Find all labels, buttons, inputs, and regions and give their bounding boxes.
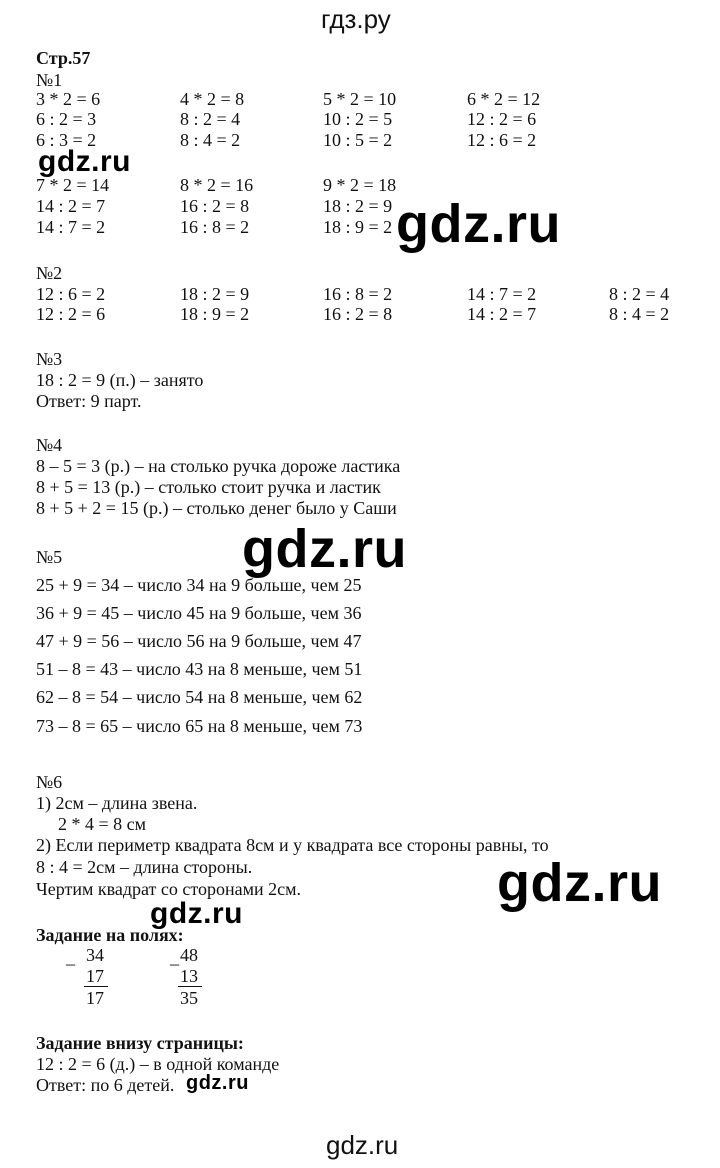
ex2-cell: 14 : 7 = 2	[467, 284, 537, 304]
ex1-cell: 5 * 2 = 10	[323, 89, 397, 109]
ex2-cell: 14 : 2 = 7	[467, 304, 537, 324]
ex5-line: 47 + 9 = 56 – число 56 на 9 больше, чем 47	[36, 631, 362, 651]
ex2-cell: 18 : 2 = 9	[180, 284, 250, 304]
ex6-line: 1) 2см – длина звена.	[36, 793, 198, 813]
ex1-cell: 18 : 2 = 9	[323, 196, 393, 216]
ex6-line: 8 : 4 = 2см – длина стороны.	[36, 857, 253, 877]
difference: 35	[180, 988, 198, 1008]
ex3-line: Ответ: 9 парт.	[36, 391, 142, 411]
ex1-cell: 8 : 4 = 2	[180, 130, 241, 150]
ex2-cell: 12 : 2 = 6	[36, 304, 106, 324]
minuend: 34	[86, 945, 104, 965]
ex3-label: №3	[36, 349, 63, 369]
ex1-cell: 7 * 2 = 14	[36, 175, 110, 195]
watermark: gdz.ru	[38, 145, 131, 178]
minuend: 48	[180, 945, 198, 965]
ex1-cell: 9 * 2 = 18	[323, 175, 397, 195]
ex1-cell: 14 : 2 = 7	[36, 196, 106, 216]
ex5-line: 51 – 8 = 43 – число 43 на 8 меньше, чем 51	[36, 659, 363, 679]
ex5-label: №5	[36, 547, 63, 567]
ex2-cell: 18 : 9 = 2	[180, 304, 250, 324]
subtrahend: 17	[86, 966, 104, 986]
difference: 17	[86, 988, 104, 1008]
ex5-line: 73 – 8 = 65 – число 65 на 8 меньше, чем 73	[36, 716, 363, 736]
ex2-label: №2	[36, 263, 63, 283]
ex1-cell: 8 * 2 = 16	[180, 175, 254, 195]
ex6-label: №6	[36, 772, 63, 792]
ex4-line: 8 – 5 = 3 (р.) – на столько ручка дороже ластика	[36, 456, 401, 476]
ex1-cell: 10 : 2 = 5	[323, 109, 393, 129]
ex1-cell: 4 * 2 = 8	[180, 89, 245, 109]
watermark: gdz.ru	[186, 1072, 249, 1094]
watermark: gdz.ru	[396, 194, 561, 254]
minus-sign: _	[170, 947, 179, 967]
ex4-line: 8 + 5 = 13 (р.) – столько стоит ручка и ластик	[36, 477, 381, 497]
watermark: gdz.ru	[497, 853, 662, 913]
ex1-label: №1	[36, 70, 63, 90]
watermark: gdz.ru	[150, 897, 243, 930]
bottom-task-line: 12 : 2 = 6 (д.) – в одной команде	[36, 1054, 280, 1074]
ex3-line: 18 : 2 = 9 (п.) – занято	[36, 370, 204, 390]
ex5-line: 36 + 9 = 45 – число 45 на 9 больше, чем 36	[36, 603, 362, 623]
page-number: Стр.57	[36, 48, 91, 68]
ex4-label: №4	[36, 435, 63, 455]
ex2-cell: 8 : 4 = 2	[609, 304, 670, 324]
ex1-cell: 12 : 2 = 6	[467, 109, 537, 129]
ex1-cell: 3 * 2 = 6	[36, 89, 101, 109]
site-footer: gdz.ru	[326, 1130, 399, 1160]
ex2-cell: 16 : 2 = 8	[323, 304, 393, 324]
margin-task-title: Задание на полях:	[36, 925, 184, 945]
ex5-line: 25 + 9 = 34 – число 34 на 9 больше, чем 25	[36, 575, 362, 595]
bottom-task-line: Ответ: по 6 детей.	[36, 1075, 175, 1095]
ex4-line: 8 + 5 + 2 = 15 (р.) – столько денег было у Саши	[36, 498, 397, 518]
ex1-cell: 18 : 9 = 2	[323, 217, 393, 237]
ex6-line: 2) Если периметр квадрата 8см и у квадрата все стороны равны, то	[36, 835, 549, 855]
ex2-cell: 16 : 8 = 2	[323, 284, 393, 304]
ex1-cell: 10 : 5 = 2	[323, 130, 393, 150]
minus-sign: _	[66, 947, 75, 967]
ex2-cell: 12 : 6 = 2	[36, 284, 106, 304]
ex1-cell: 16 : 2 = 8	[180, 196, 250, 216]
ex6-line: Чертим квадрат со сторонами 2см.	[36, 879, 302, 899]
ex1-cell: 6 * 2 = 12	[467, 89, 541, 109]
ex1-cell: 8 : 2 = 4	[180, 109, 241, 129]
ex1-cell: 6 : 2 = 3	[36, 109, 97, 129]
subtrahend: 13	[180, 966, 198, 986]
watermark: gdz.ru	[242, 519, 407, 579]
ex6-line: 2 * 4 = 8 см	[58, 814, 147, 834]
ex1-cell: 12 : 6 = 2	[467, 130, 537, 150]
bottom-task-title: Задание внизу страницы:	[36, 1033, 244, 1053]
site-header: гдз.ру	[321, 4, 391, 34]
ex1-cell: 16 : 8 = 2	[180, 217, 250, 237]
ex1-cell: 6 : 3 = 2	[36, 130, 97, 150]
ex5-line: 62 – 8 = 54 – число 54 на 8 меньше, чем 62	[36, 687, 363, 707]
ex2-cell: 8 : 2 = 4	[609, 284, 670, 304]
ex1-cell: 14 : 7 = 2	[36, 217, 106, 237]
